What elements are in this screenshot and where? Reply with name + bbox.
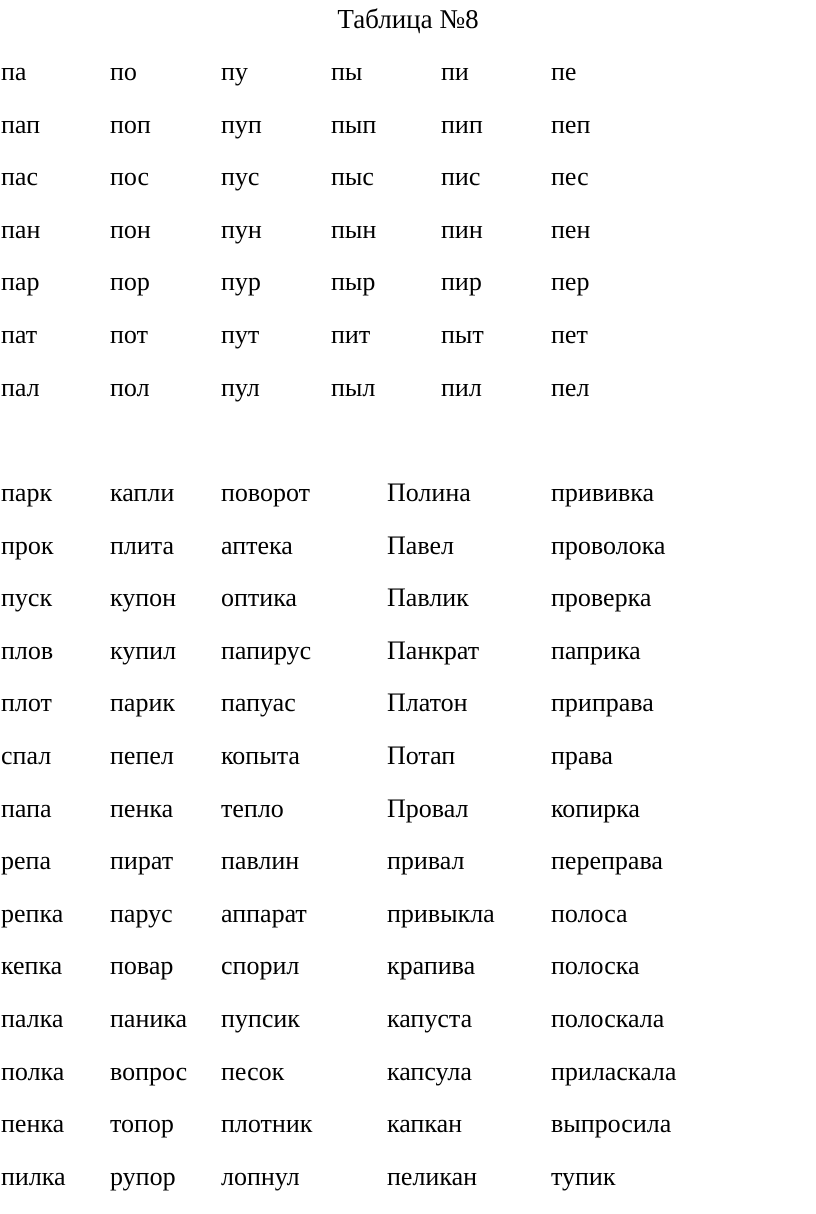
word-table bbox=[0, 476, 816, 1212]
table-cell: пеп bbox=[551, 109, 591, 139]
table-row bbox=[0, 160, 816, 213]
table-cell: Потап bbox=[387, 740, 456, 770]
table-cell: пи bbox=[441, 57, 469, 86]
table-cell: прививка bbox=[551, 478, 655, 507]
table-row bbox=[0, 318, 816, 371]
table-cell: пер bbox=[551, 267, 590, 297]
table-cell: пыс bbox=[331, 162, 374, 192]
table-cell: пел bbox=[551, 372, 590, 402]
table-cell: пират bbox=[110, 846, 174, 876]
table-cell: пупсик bbox=[221, 1003, 300, 1033]
table-cell: крапива bbox=[387, 951, 476, 981]
table-cell: пин bbox=[441, 214, 483, 244]
table-cell: пы bbox=[331, 57, 363, 86]
table-cell: копыта bbox=[221, 740, 300, 770]
table-row bbox=[0, 265, 816, 318]
table-cell: Платон bbox=[387, 688, 468, 718]
table-cell: парик bbox=[110, 688, 175, 718]
table-cell: парус bbox=[110, 898, 173, 928]
table-cell: палка bbox=[1, 1003, 64, 1033]
table-cell: пал bbox=[1, 372, 40, 402]
table-row bbox=[0, 213, 816, 266]
table-cell: проверка bbox=[551, 583, 652, 613]
table-cell: пенка bbox=[110, 793, 174, 823]
table-cell: вопрос bbox=[110, 1056, 188, 1086]
table-cell: пе bbox=[551, 57, 577, 86]
table-cell: переправа bbox=[551, 846, 663, 876]
table-cell: аптека bbox=[221, 530, 293, 560]
table-cell: репа bbox=[1, 846, 51, 876]
table-cell: папа bbox=[1, 793, 52, 823]
table-cell: пыт bbox=[441, 319, 484, 349]
table-cell: пын bbox=[331, 214, 377, 244]
table-cell: приласкала bbox=[551, 1056, 677, 1086]
table-cell: привыкла bbox=[387, 898, 495, 928]
table-cell: пол bbox=[110, 372, 150, 402]
table-cell: пар bbox=[1, 267, 40, 297]
table-cell: пен bbox=[551, 214, 591, 244]
table-cell: пир bbox=[441, 267, 482, 297]
table-cell: паника bbox=[110, 1003, 188, 1033]
table-cell: пес bbox=[551, 162, 589, 192]
table-cell: Панкрат bbox=[387, 635, 480, 665]
table-cell: пеликан bbox=[387, 1161, 478, 1191]
table-cell: купил bbox=[110, 635, 177, 665]
table-cell: полоса bbox=[551, 898, 628, 928]
table-cell: пун bbox=[221, 214, 262, 244]
table-cell: оптика bbox=[221, 583, 297, 613]
table-row bbox=[0, 1107, 816, 1160]
table-cell: плотник bbox=[221, 1109, 313, 1139]
table-cell: кепка bbox=[1, 951, 63, 981]
table-cell: пепел bbox=[110, 740, 174, 770]
table-cell: топор bbox=[110, 1109, 174, 1139]
table-cell: купон bbox=[110, 583, 177, 613]
table-cell: плита bbox=[110, 530, 175, 560]
table-cell: капуста bbox=[387, 1003, 473, 1033]
table-cell: папуас bbox=[221, 688, 296, 718]
table-cell: пип bbox=[441, 109, 483, 139]
table-cell: пон bbox=[110, 214, 151, 244]
table-cell: пат bbox=[1, 319, 38, 349]
table-cell: полка bbox=[1, 1056, 65, 1086]
table-cell: приправа bbox=[551, 688, 654, 718]
table-cell: пет bbox=[551, 319, 588, 349]
table-cell: папирус bbox=[221, 635, 312, 665]
table-cell: Полина bbox=[387, 478, 471, 507]
table-cell: поп bbox=[110, 109, 151, 139]
table-row bbox=[0, 1002, 816, 1055]
table-cell: спорил bbox=[221, 951, 300, 981]
table-cell: Павлик bbox=[387, 583, 469, 613]
table-cell: парк bbox=[1, 478, 53, 507]
table-cell: пан bbox=[1, 214, 41, 244]
table-cell: плот bbox=[1, 688, 52, 718]
table-cell: пып bbox=[331, 109, 377, 139]
table-row bbox=[0, 108, 816, 161]
table-cell: пенка bbox=[1, 1109, 65, 1139]
table-cell: пуп bbox=[221, 109, 262, 139]
table-row bbox=[0, 686, 816, 739]
table-cell: Павел bbox=[387, 530, 454, 560]
syllable-table bbox=[0, 55, 816, 423]
table-cell: аппарат bbox=[221, 898, 307, 928]
table-cell: паприка bbox=[551, 635, 641, 665]
table-cell: пус bbox=[221, 162, 260, 192]
table-cell: пот bbox=[110, 319, 148, 349]
table-cell: пас bbox=[1, 162, 38, 192]
table-row bbox=[0, 949, 816, 1002]
table-cell: па bbox=[1, 57, 27, 86]
table-cell: спал bbox=[1, 740, 52, 770]
table-cell: лопнул bbox=[221, 1161, 300, 1191]
table-cell: повар bbox=[110, 951, 174, 981]
table-cell: пуск bbox=[1, 583, 53, 613]
table-cell: тупик bbox=[551, 1161, 616, 1191]
table-cell: поворот bbox=[221, 478, 311, 507]
table-row bbox=[0, 371, 816, 424]
table-cell: павлин bbox=[221, 846, 300, 876]
table-cell: пыр bbox=[331, 267, 376, 297]
table-cell: проволока bbox=[551, 530, 666, 560]
table-cell: пис bbox=[441, 162, 481, 192]
table-cell: капкан bbox=[387, 1109, 463, 1139]
table-cell: пул bbox=[221, 372, 260, 402]
table-cell: рупор bbox=[110, 1161, 176, 1191]
table-cell: тепло bbox=[221, 793, 284, 823]
page-title: Таблица №8 bbox=[337, 4, 479, 34]
table-cell: плов bbox=[1, 635, 54, 665]
table-cell: пилка bbox=[1, 1161, 66, 1191]
table-row bbox=[0, 897, 816, 950]
table-cell: пап bbox=[1, 109, 41, 139]
table-cell: пит bbox=[331, 319, 371, 349]
table-cell: выпросила bbox=[551, 1109, 672, 1139]
table-row bbox=[0, 1055, 816, 1108]
table-cell: права bbox=[551, 740, 613, 770]
table-cell: пос bbox=[110, 162, 150, 192]
table-row bbox=[0, 529, 816, 582]
table-cell: пу bbox=[221, 57, 248, 86]
table-row bbox=[0, 634, 816, 687]
table-cell: пут bbox=[221, 319, 260, 349]
table-cell: пыл bbox=[331, 372, 376, 402]
table-cell: по bbox=[110, 57, 137, 86]
table-row bbox=[0, 1160, 816, 1213]
table-cell: прок bbox=[1, 530, 54, 560]
table-cell: песок bbox=[221, 1056, 285, 1086]
table-cell: пор bbox=[110, 267, 150, 297]
table-cell: копирка bbox=[551, 793, 640, 823]
table-cell: привал bbox=[387, 846, 465, 876]
table-cell: пил bbox=[441, 372, 482, 402]
table-cell: полоска bbox=[551, 951, 640, 981]
table-cell: полоскала bbox=[551, 1003, 665, 1033]
table-cell: капсула bbox=[387, 1056, 472, 1086]
table-row bbox=[0, 55, 816, 108]
table-cell: Провал bbox=[387, 793, 469, 823]
table-cell: пур bbox=[221, 267, 261, 297]
table-row bbox=[0, 581, 816, 634]
table-cell: репка bbox=[1, 898, 64, 928]
table-row bbox=[0, 844, 816, 897]
table-row bbox=[0, 739, 816, 792]
table-row bbox=[0, 476, 816, 529]
table-row bbox=[0, 792, 816, 845]
table-cell: капли bbox=[110, 478, 175, 507]
